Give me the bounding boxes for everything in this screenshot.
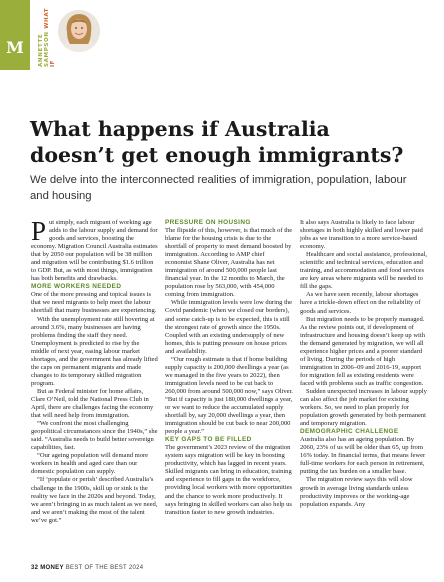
column-2 <box>165 219 293 517</box>
paragraph: “We confront the most challenging geopolitical circumstances since the 1940s,” she said. “Australia needs to build better sovereign capabilities, fast. <box>31 420 158 452</box>
section-heading: PRESSURE ON HOUSING <box>165 219 251 226</box>
paragraph: Healthcare and social assistance, professional, scientific and technical services, education and training, and accommodation and food services are key areas where migrants will be needed to fill the gaps. <box>300 251 428 291</box>
drop-cap: P <box>31 216 47 246</box>
section-heading: KEY GAPS TO BE FILLED <box>165 436 252 444</box>
paragraph: The flipside of this, however, is that much of the blame for the housing crisis is due to the shortfall of property to meet demand boosted by immigration. According to AMP chief economist Shane Oliver, Australia has net immigration of around 500,000 people last financial year. In the 12 months to March, the population rose by 563,000, with 454,000 coming from immigration. <box>165 227 293 299</box>
byline <box>38 5 56 67</box>
paragraph: The government’s 2023 review of the migration system says migration will be key in boosting productivity, which has lagged in recent years. Skilled migrants can bring in education, training and experience to fill gaps in the workforce, providing local workers with more opportunities and the chance to work more productively. It says bringing in skilled workers can also help us transition faster to new growth industries. <box>165 444 293 516</box>
page-footer <box>31 565 143 571</box>
paragraph: While immigration levels were low during the Covid pandemic (when we closed our borders), and some catch-up is to be expected, this is still the strongest rate of growth since the 1950s. Coupled with an existing undersupply of new homes, this is putting pressure on house prices and availability. <box>165 299 293 355</box>
author-photo <box>58 10 100 52</box>
page-number: 32 <box>31 565 39 571</box>
magazine-name: MONEY <box>40 565 64 571</box>
paragraph: One of the more pressing and topical issues is that we need migrants to help meet the labour shortfall that many businesses are experiencing. <box>31 291 157 315</box>
paragraph: The migration review says this will slow growth in average living standards unless productivity improves or the working-age population expands. Any <box>300 476 413 508</box>
issue-name: BEST OF THE BEST 2024 <box>65 565 144 571</box>
paragraph: But as Federal minister for home affairs, Clare O’Neil, told the National Press Club in April, there are challenges facing the economy that will need help from immigration. <box>31 387 154 420</box>
section-heading: DEMOGRAPHIC CHALLENGE <box>300 428 399 436</box>
article-title: What happens if Australia doesn’t get enough immigrants? <box>30 117 404 167</box>
column-3 <box>300 219 428 509</box>
paragraph: “If ‘populate or perish’ described Australia’s challenge in the 1900s, skill up or sink is the reality we face in the 2020s and beyond. Today, we aren’t bringing in as much talent as we need, and we aren’t making the most of the talent we’ve got.” <box>31 476 158 524</box>
paragraph <box>31 216 159 283</box>
article-subtitle: We delve into the interconnected realities of immigration, population, labour and housing <box>30 174 407 202</box>
paragraph: “Our ageing population will demand more workers in health and aged care than our domestic population can supply. <box>31 452 149 476</box>
author-name: ANNETTE SAMPSON <box>38 31 50 67</box>
paragraph: But migration needs to be properly managed. As the review points out, if development of infrastructure and housing doesn’t keep up with the demand generated by migration, we will all experience higher prices and a poorer standard of living. During the periods of high immigration in 2006–09 and 2016-19, support for migration fell as existing residents were faced with problems such as traffic congestion. <box>300 315 425 387</box>
paragraph: With the unemployment rate still hovering at around 3.6%, many businesses are having problems finding the staff they need. Unemployment is predicted to rise by the middle of next year, easing labour market shortages, and the government has already lifted the caps on permanent migrants and made changes to its temporary skilled migration program. <box>31 315 158 387</box>
paragraph: It also says Australia is likely to face labour shortages in both highly skilled and lower paid jobs as we transition to a more service-based economy. <box>300 219 423 251</box>
section-heading: MORE WORKERS NEEDED <box>31 283 122 291</box>
paragraph: Sudden unexpected increases in labour supply can also affect the job market for existing workers. So, we need to plan properly for population growth generated by both permanent and temporary migration. <box>300 387 427 428</box>
paragraph-text: ut simply, each migrant of working age adds to the labour supply and demand for goods and services, boosting the economy. Migration Council Australia estimates that by 2050 our population will be 38 million and migration will be contributing $1.6 trillion to GDP. But, as with most things, immigration has both benefits and drawbacks. <box>31 219 158 283</box>
paragraph: “Our rough estimate is that if home building supply capacity is 200,000 dwellings a year (as we managed in the five years to 2022), then immigration levels need to be cut back to 260,000 from around 500,000 now,” says Oliver. “But if capacity is just 180,000 dwellings a year, or we want to reduce the accumulated supply shortfall by, say 20,000 dwellings a year, then immigration should be cut back to near 200,000 people a year.” <box>165 355 293 436</box>
column-name: WHAT IF <box>44 7 56 67</box>
paragraph: As we have seen recently, labour shortages have a trickle-down effect on the reliability of goods and services. <box>300 291 421 315</box>
section-letter: M <box>6 38 24 57</box>
section-tab <box>0 0 30 70</box>
column-1 <box>31 216 159 525</box>
paragraph: Australia also has an ageing population. By 2060, 23% of us will be older than 65, up from 16% today. In financial terms, that means fewer full-time workers for each person in retirement, putting the tax burden on a smaller base. <box>300 436 426 476</box>
author-portrait-image <box>58 10 100 52</box>
